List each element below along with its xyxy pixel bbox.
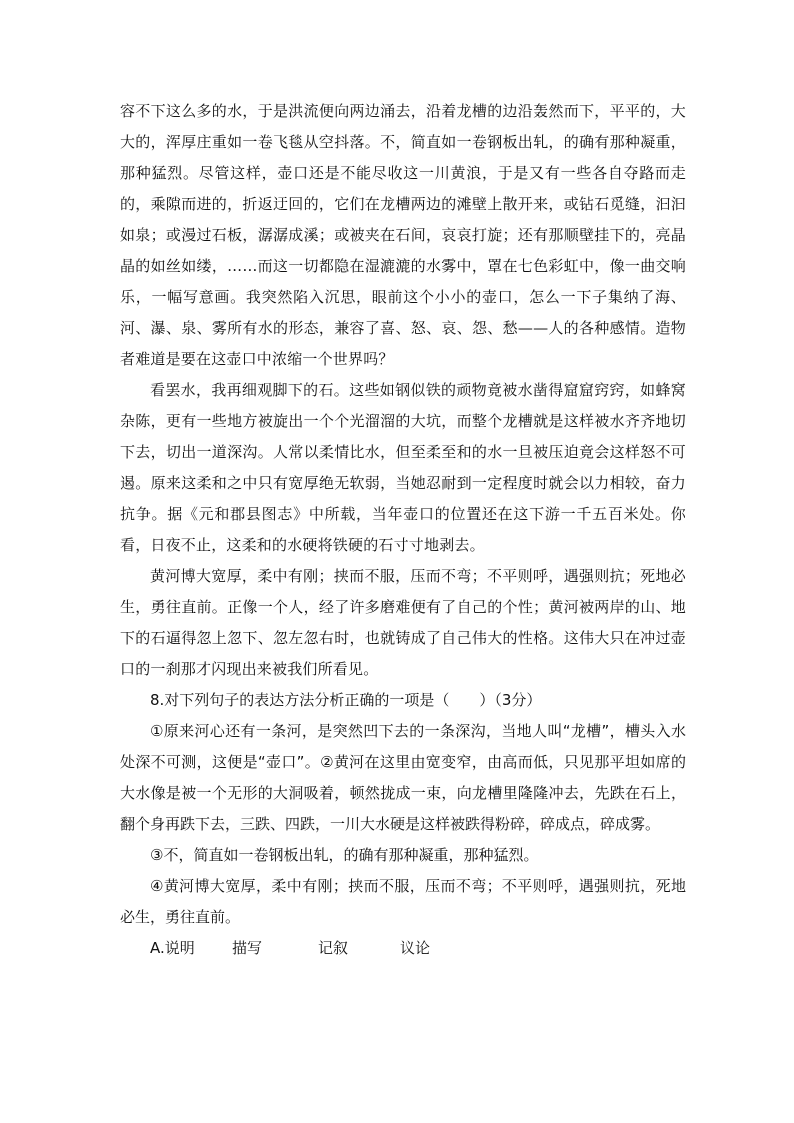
passage-paragraph-2: 看罢水，我再细观脚下的石。这些如钢似铁的顽物竟被水凿得窟窟窍窍，如蜂窝杂陈，更有一些地方被旋出一个个光溜溜的大坑，而整个龙槽就是这样被水齐齐地切下去，切出一道深沟。人常以柔情比水，但至柔至和的水一旦被压迫竟会这样怒不可遏。原来这柔和之中只有宽厚绝无软弱，当她忍耐到一定程度时就会以力相较，奋力抗争。据《元和郡县图志》中所载，当年壶口的位置还在这下游一千五百米处。你看，日夜不止，这柔和的水硬将铁硬的石寸寸地剥去。: [120, 381, 686, 554]
option-a-row: [120, 933, 686, 964]
option-a-term-2: 描写: [232, 939, 263, 957]
option-a-label: A.说明: [150, 939, 195, 957]
passage-paragraph-3: 黄河博大宽厚，柔中有刚；挟而不服，压而不弯；不平则呼，遇强则抗；死地必生，勇往直前。正像一个人，经了许多磨难便有了自己的个性；黄河被两岸的山、地下的石逼得忽上忽下、忽左忽右时，也就铸成了自己伟大的性格。这伟大只在冲过壶口的一刹那才闪现出来被我们所看见。: [120, 567, 686, 678]
question-sentence-4: ④黄河博大宽厚，柔中有刚；挟而不服，压而不弯；不平则呼，遇强则抗，死地必生，勇往直前。: [120, 877, 686, 926]
question-stem: 8.对下列句子的表达方法分析正确的一项是（ ）（3分）: [150, 691, 542, 709]
option-a-term-3: 记叙: [318, 939, 349, 957]
content-column: [120, 96, 686, 964]
passage-paragraph-1: 容不下这么多的水，于是洪流便向两边涌去，沿着龙槽的边沿轰然而下，平平的，大大的，浑厚庄重如一卷飞毯从空抖落。不，简直如一卷钢板出轧，的确有那种凝重，那种猛烈。尽管这样，壶口还是不能尽收这一川黄浪，于是又有一些各自夺路而走的，乘隙而进的，折返迂回的，它们在龙槽两边的滩壁上散开来，或钻石觅缝，汩汩如泉；或漫过石板，潺潺成溪；或被夹在石间，哀哀打旋；还有那顺壁挂下的，亮晶晶的如丝如缕，……而这一切都隐在湿漉漉的水雾中，罩在七色彩虹中，像一曲交响乐，一幅写意画。我突然陷入沉思，眼前这个小小的壶口，怎么一下子集纳了海、河、瀑、泉、雾所有水的形态，兼容了喜、怒、哀、怨、愁——人的各种感情。造物者难道是要在这壶口中浓缩一个世界吗？: [120, 102, 686, 368]
option-a-term-4: 议论: [400, 939, 431, 957]
question-sentence-3: ③不，简直如一卷钢板出轧，的确有那种凝重，那种猛烈。: [150, 846, 539, 864]
question-sentence-1-2: ①原来河心还有一条河，是突然凹下去的一条深沟，当地人叫“龙槽”，槽头入水处深不可测，这便是“壶口”。②黄河在这里由宽变窄，由高而低，只见那平坦如席的大水像是被一个无形的大洞吸着，顿然拢成一束，向龙槽里隆隆冲去，先跌在石上，翻个身再跌下去，三跌、四跌，一川大水硬是这样被跌得粉碎，碎成点，碎成雾。: [120, 722, 686, 833]
